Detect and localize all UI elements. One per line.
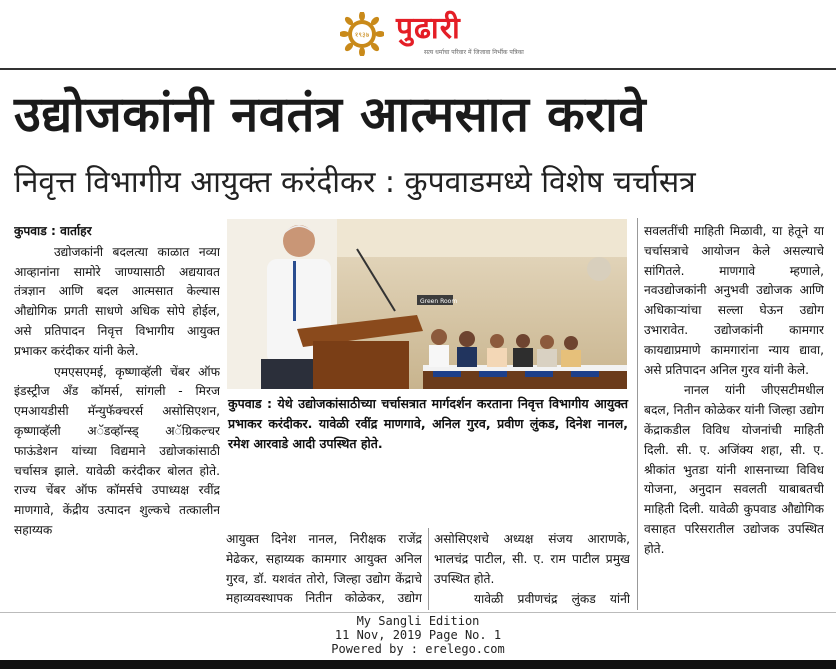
newspaper-logo: पुढारी [396,11,461,46]
column-divider [637,218,638,610]
edition-name: My Sangli Edition [356,614,480,628]
dateline: कुपवाड : वार्ताहर [14,224,92,238]
article-column-2 [226,530,422,610]
paragraph: उद्योजकांनी बदलत्या काळात नव्या आव्हानांना सामोरे जाण्यासाठी अद्ययावत तंत्रज्ञान आणि बदल आत्मसात केल्यास औद्योगिक प्रगती साधणे अधिक सोपे होईल, असे प्रतिपादन निवृत्त विभागीय आयुक्त प्रभाकर करंदीकर यांनी केले. [14,244,220,358]
article-column-1 [14,222,220,610]
article-column-3 [434,530,630,610]
paragraph: एमएसएमई, कृष्णाव्हॅली चेंबर ऑफ इंडस्ट्रीज अँड कॉमर्स, सांगली - मिरज एमआयडीसी मॅन्युफॅक्चरर्स असोसिएशन, कृष्णाव्हॅली अॅडव्हॉन्स्ड् अॅग्रिकल्चर फाऊंडेशन यांच्या विद्यमाने उद्योजकांसाठी चर्चासत्र झाले. यावेळी करंदीकर बोलत होते. राज्य चेंबर ऑफ कॉमर्सचे उपाध्यक्ष रवींद्र माणगावे, केंद्रीय उत्पादन शुल्कचे तत्कालीन सहाय्यक [14,364,220,537]
emblem-icon [340,12,384,56]
powered-by-link[interactable]: Powered by : erelego.com [331,642,505,656]
paragraph: यावेळी प्रवीणचंद्र लुंकड यांनी [474,592,630,607]
photo-caption: कुपवाड : येथे उद्योजकांसाठीच्या चर्चासत्रात मार्गदर्शन करताना निवृत्त विभागीय आयुक्त प्रभाकर करंदीकर. यावेळी रवींद्र माणगावे, अनिल गुरव, प्रवीण लुंकड, दिनेश नानल, रमेश आरवाडे आदी उपस्थित होते. [228,396,628,451]
paragraph: सवलतींची माहिती मिळावी, या हेतूने या चर्चासत्राचे आयोजन केले असल्याचे सांगितले. माणगावे म्हणाले, नवउद्योजकांनी अनुभवी उद्योजक आणि अधिकाऱ्यांचा सल्ला घेऊन उद्योग उभारावेत. उद्योजकांनी कामगार कायद्याप्रमाणे कामगारांना न्याय द्यावा, असे प्रतिपादन अनिल गुरव यांनी केले. [644,224,824,377]
article-subheadline: निवृत्त विभागीय आयुक्त करंदीकर : कुपवाडमध्ये विशेष चर्चासत्र [14,165,696,200]
column-divider [428,528,429,610]
masthead-divider [0,68,836,70]
bottom-bar [0,660,836,669]
photo-banner-text: Green Room [420,298,458,305]
paragraph: नानल यांनी जीएसटीमधील बदल, नितीन कोळेकर यांनी जिल्हा उद्योग केंद्राकडील विविध योजनांची माहिती दिली. सी. ए. अजिंक्य शहा, सी. ए. श्रीकांत भुतडा यांनी शासनाच्या विविध योजना, अनुदान सवलती याबाबतची माहिती दिली. यावेळी कुपवाड औद्योगिक वसाहत परिसरातील उद्योजक उपस्थित होते. [644,383,824,556]
article-column-4 [644,222,824,610]
article-headline: उद्योजकांनी नवतंत्र आत्मसात करावे [14,86,647,143]
event-photo-illustration [227,219,627,389]
logo-tagline: सत्य धर्माचा परिवार में जिजावा निर्भीक पत्रिका [424,49,524,56]
article-photo [227,219,627,389]
paragraph: असोसिएशचे अध्यक्ष संजय आराणके, भालचंद्र पाटील, सी. ए. राम पाटील प्रमुख उपस्थित होते. [434,532,630,586]
edition-date-page: 11 Nov, 2019 Page No. 1 [334,628,502,642]
emblem-text: १९३७ [354,31,370,39]
paragraph: आयुक्त दिनेश नानल, निरीक्षक राजेंद्र मेढेकर, सहाय्यक कामगार आयुक्त अनिल गुरव, डॉ. यशवंत तोरो, जिल्हा उद्योग केंद्राचे महाव्यवस्थापक नितीन कोळेकर, उद्योग [226,532,422,606]
